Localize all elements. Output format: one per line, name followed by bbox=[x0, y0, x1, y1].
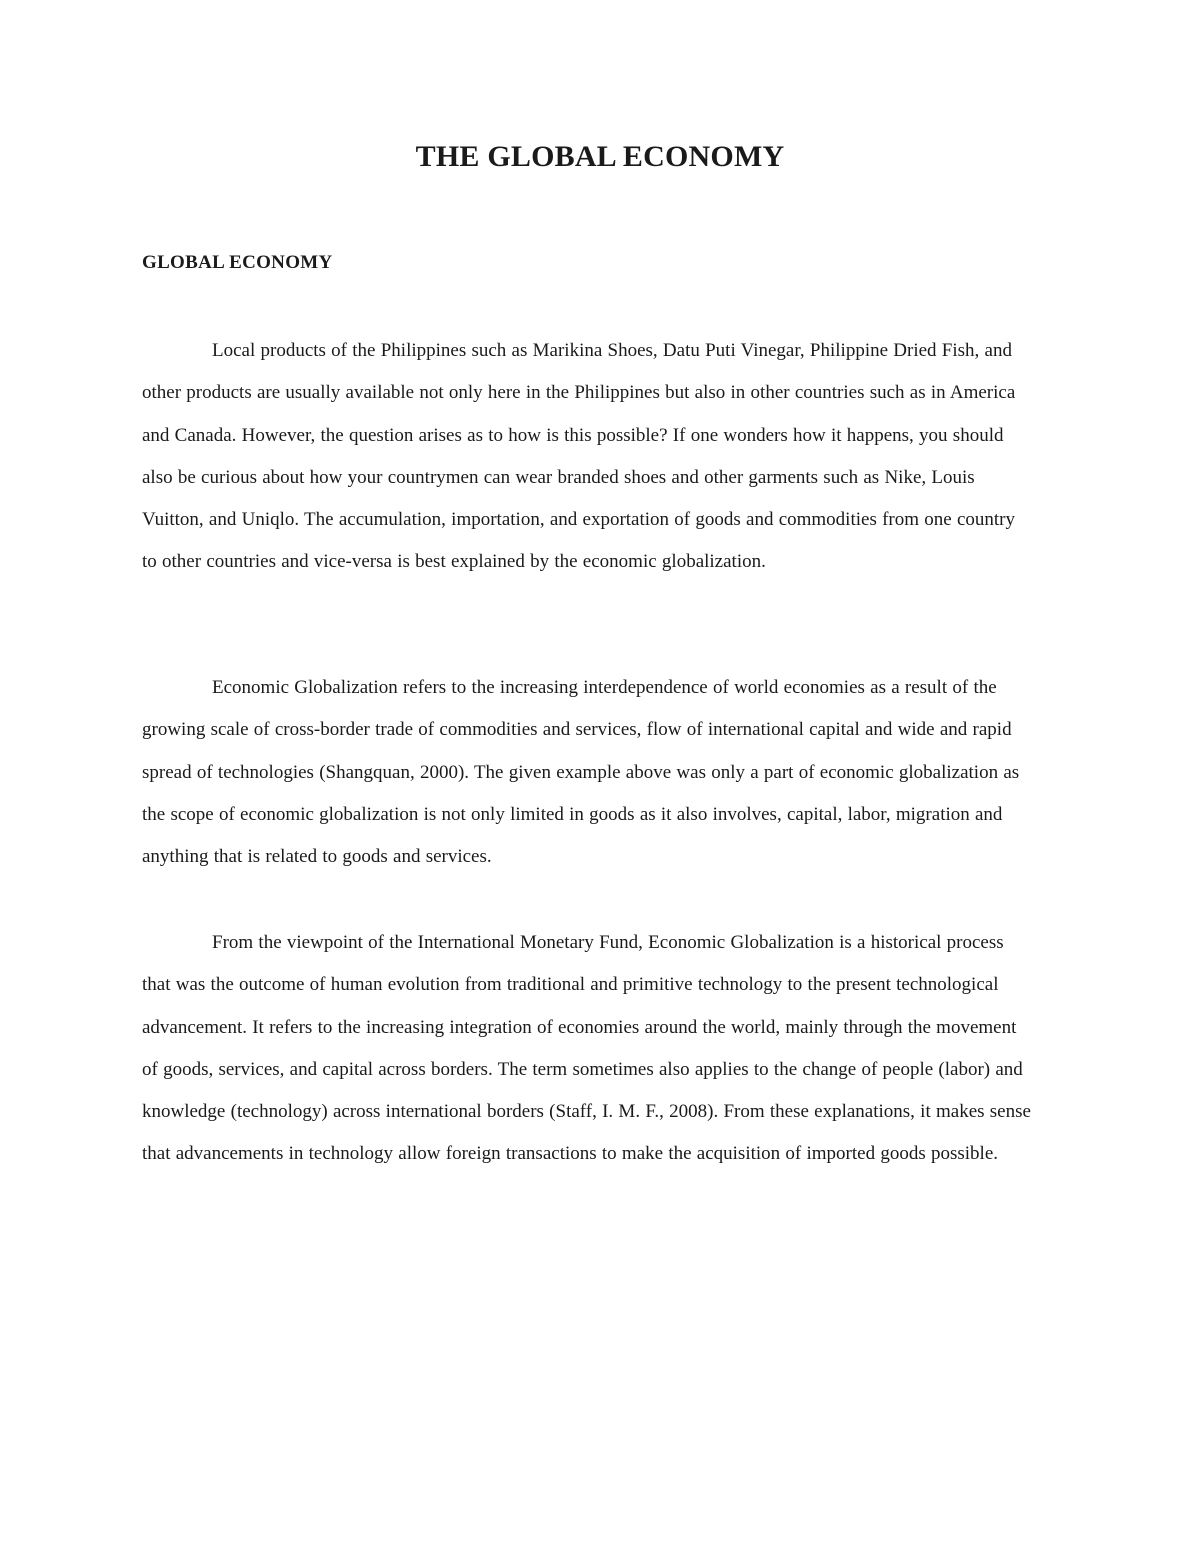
section-heading: GLOBAL ECONOMY bbox=[142, 252, 333, 273]
paragraph-local-products: Local products of the Philippines such as Marikina Shoes, Datu Puti Vinegar, Philippine Dried Fish, and other products are usually available not only here in the Philippines but also in other countries such as in America and Canada. However, the question arises as to how is this possible? If one wonders how it happens, you should also be curious about how your countrymen can wear branded shoes and other garments such as Nike, Louis Vuitton, and Uniqlo. The accumulation, importation, and exportation of goods and commodities from one country to other countries and vice-versa is best explained by the economic globalization. bbox=[142, 340, 1016, 573]
document-title: THE GLOBAL ECONOMY bbox=[415, 140, 785, 173]
paragraph-imf-viewpoint: From the viewpoint of the International Monetary Fund, Economic Globalization is a historical process that was the outcome of human evolution from traditional and primitive technology to the present technological advancement. It refers to the increasing integration of economies around the world, mainly through the movement of goods, services, and capital across borders. The term sometimes also applies to the change of people (labor) and knowledge (technology) across international borders (Staff, I. M. F., 2008). From these explanations, it makes sense that advancements in technology allow foreign transactions to make the acquisition of imported goods possible. bbox=[142, 932, 1031, 1165]
paragraph-economic-globalization-definition: Economic Globalization refers to the increasing interdependence of world economies as a result of the growing scale of cross-border trade of commodities and services, flow of international capital and wide and rapid spread of technologies (Shangquan, 2000). The given example above was only a part of economic globalization as the scope of economic globalization is not only limited in goods as it also involves, capital, labor, migration and anything that is related to goods and services. bbox=[142, 677, 1020, 868]
